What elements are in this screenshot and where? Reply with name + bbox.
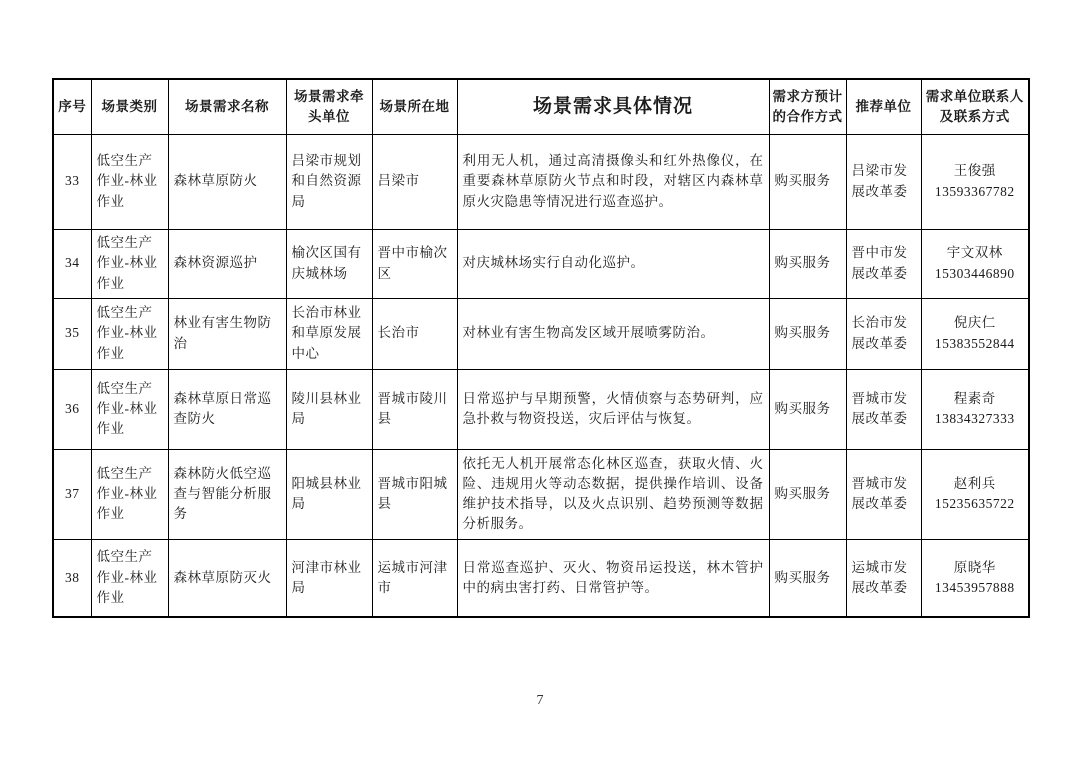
cell-cooperation: 购买服务 bbox=[769, 539, 846, 617]
cell-lead-unit: 长治市林业和草原发展中心 bbox=[286, 298, 372, 369]
cell-location: 晋城市阳城县 bbox=[372, 449, 457, 539]
cell-recommender: 吕梁市发展改革委 bbox=[846, 134, 921, 229]
cell-name: 林业有害生物防治 bbox=[168, 298, 286, 369]
cell-location: 晋城市陵川县 bbox=[372, 369, 457, 449]
contact-phone: 15235635722 bbox=[934, 496, 1015, 511]
cell-lead-unit: 河津市林业局 bbox=[286, 539, 372, 617]
contact-phone: 13453957888 bbox=[934, 579, 1015, 595]
contact-name: 宇文双林 bbox=[946, 245, 1003, 261]
cell-name: 森林草原日常巡查防火 bbox=[168, 369, 286, 449]
cell-seq: 36 bbox=[53, 369, 91, 449]
cell-details: 日常巡查巡护、灭火、物资吊运投送，林木管护中的病虫害打药、日常管护等。 bbox=[457, 539, 769, 617]
cell-details: 利用无人机，通过高清摄像头和红外热像仪，在重要森林草原防火节点和时段，对辖区内森林草原火灾隐患等情况进行巡查巡护。 bbox=[457, 134, 769, 229]
cell-recommender: 运城市发展改革委 bbox=[846, 539, 921, 617]
cell-location: 晋中市榆次区 bbox=[372, 229, 457, 298]
cell-seq: 37 bbox=[53, 449, 91, 539]
contact-name: 程素奇 bbox=[953, 390, 996, 406]
table-row bbox=[53, 369, 1029, 449]
cell-name: 森林防火低空巡查与智能分析服务 bbox=[168, 449, 286, 539]
cell-details: 日常巡护与早期预警，火情侦察与态势研判，应急扑救与物资投送，灾后评估与恢复。 bbox=[457, 369, 769, 449]
table-row bbox=[53, 298, 1029, 369]
cell-cooperation: 购买服务 bbox=[769, 449, 846, 539]
cell-lead-unit: 榆次区国有庆城林场 bbox=[286, 229, 372, 298]
cell-location: 吕梁市 bbox=[372, 134, 457, 229]
contact-phone: 13593367782 bbox=[934, 183, 1015, 199]
col-header-contact: 需求单位联系人及联系方式 bbox=[921, 79, 1029, 134]
contact-phone: 13834327333 bbox=[934, 411, 1015, 426]
cell-details: 对林业有害生物高发区域开展喷雾防治。 bbox=[457, 298, 769, 369]
contact-name: 倪庆仁 bbox=[953, 315, 996, 331]
cell-recommender: 长治市发展改革委 bbox=[846, 298, 921, 369]
cell-cooperation: 购买服务 bbox=[769, 134, 846, 229]
cell-cooperation: 购买服务 bbox=[769, 229, 846, 298]
cell-lead-unit: 阳城县林业局 bbox=[286, 449, 372, 539]
cell-seq: 34 bbox=[53, 229, 91, 298]
cell-seq: 33 bbox=[53, 134, 91, 229]
cell-category: 低空生产作业-林业作业 bbox=[91, 449, 168, 539]
col-header-location: 场景所在地 bbox=[372, 79, 457, 134]
cell-location: 运城市河津市 bbox=[372, 539, 457, 617]
contact-name: 赵利兵 bbox=[953, 475, 996, 491]
cell-recommender: 晋中市发展改革委 bbox=[846, 229, 921, 298]
cell-contact bbox=[921, 539, 1029, 617]
header-row bbox=[53, 79, 1029, 134]
cell-details: 对庆城林场实行自动化巡护。 bbox=[457, 229, 769, 298]
cell-recommender: 晋城市发展改革委 bbox=[846, 449, 921, 539]
contact-name: 王俊强 bbox=[953, 163, 996, 179]
col-header-lead-unit: 场景需求牵头单位 bbox=[286, 79, 372, 134]
cell-contact bbox=[921, 298, 1029, 369]
cell-category: 低空生产作业-林业作业 bbox=[91, 298, 168, 369]
cell-details: 依托无人机开展常态化林区巡查，获取火情、火险、违规用火等动态数据，提供操作培训、设备维护技术指导，以及火点识别、趋势预测等数据分析服务。 bbox=[457, 449, 769, 539]
cell-location: 长治市 bbox=[372, 298, 457, 369]
page-number: 7 bbox=[536, 693, 544, 708]
cell-cooperation: 购买服务 bbox=[769, 298, 846, 369]
table-row bbox=[53, 539, 1029, 617]
cell-category: 低空生产作业-林业作业 bbox=[91, 369, 168, 449]
cell-contact bbox=[921, 369, 1029, 449]
table-row bbox=[53, 449, 1029, 539]
table-body bbox=[53, 134, 1029, 617]
contact-phone: 15383552844 bbox=[934, 335, 1015, 351]
table-row bbox=[53, 229, 1029, 298]
scene-demand-table bbox=[52, 78, 1030, 618]
cell-cooperation: 购买服务 bbox=[769, 369, 846, 449]
cell-category: 低空生产作业-林业作业 bbox=[91, 134, 168, 229]
col-header-cooperation: 需求方预计的合作方式 bbox=[769, 79, 846, 134]
cell-name: 森林草原防灭火 bbox=[168, 539, 286, 617]
col-header-name: 场景需求名称 bbox=[168, 79, 286, 134]
contact-phone: 15303446890 bbox=[934, 265, 1015, 281]
col-header-category: 场景类别 bbox=[91, 79, 168, 134]
cell-seq: 38 bbox=[53, 539, 91, 617]
cell-name: 森林资源巡护 bbox=[168, 229, 286, 298]
table-row bbox=[53, 134, 1029, 229]
col-header-details: 场景需求具体情况 bbox=[457, 79, 769, 134]
cell-contact bbox=[921, 134, 1029, 229]
col-header-seq: 序号 bbox=[53, 79, 91, 134]
cell-category: 低空生产作业-林业作业 bbox=[91, 539, 168, 617]
cell-recommender: 晋城市发展改革委 bbox=[846, 369, 921, 449]
cell-name: 森林草原防火 bbox=[168, 134, 286, 229]
cell-seq: 35 bbox=[53, 298, 91, 369]
cell-category: 低空生产作业-林业作业 bbox=[91, 229, 168, 298]
cell-lead-unit: 陵川县林业局 bbox=[286, 369, 372, 449]
cell-contact bbox=[921, 229, 1029, 298]
col-header-recommender: 推荐单位 bbox=[846, 79, 921, 134]
cell-contact bbox=[921, 449, 1029, 539]
contact-name: 原晓华 bbox=[953, 559, 996, 575]
cell-lead-unit: 吕梁市规划和自然资源局 bbox=[286, 134, 372, 229]
table-header bbox=[53, 79, 1029, 134]
